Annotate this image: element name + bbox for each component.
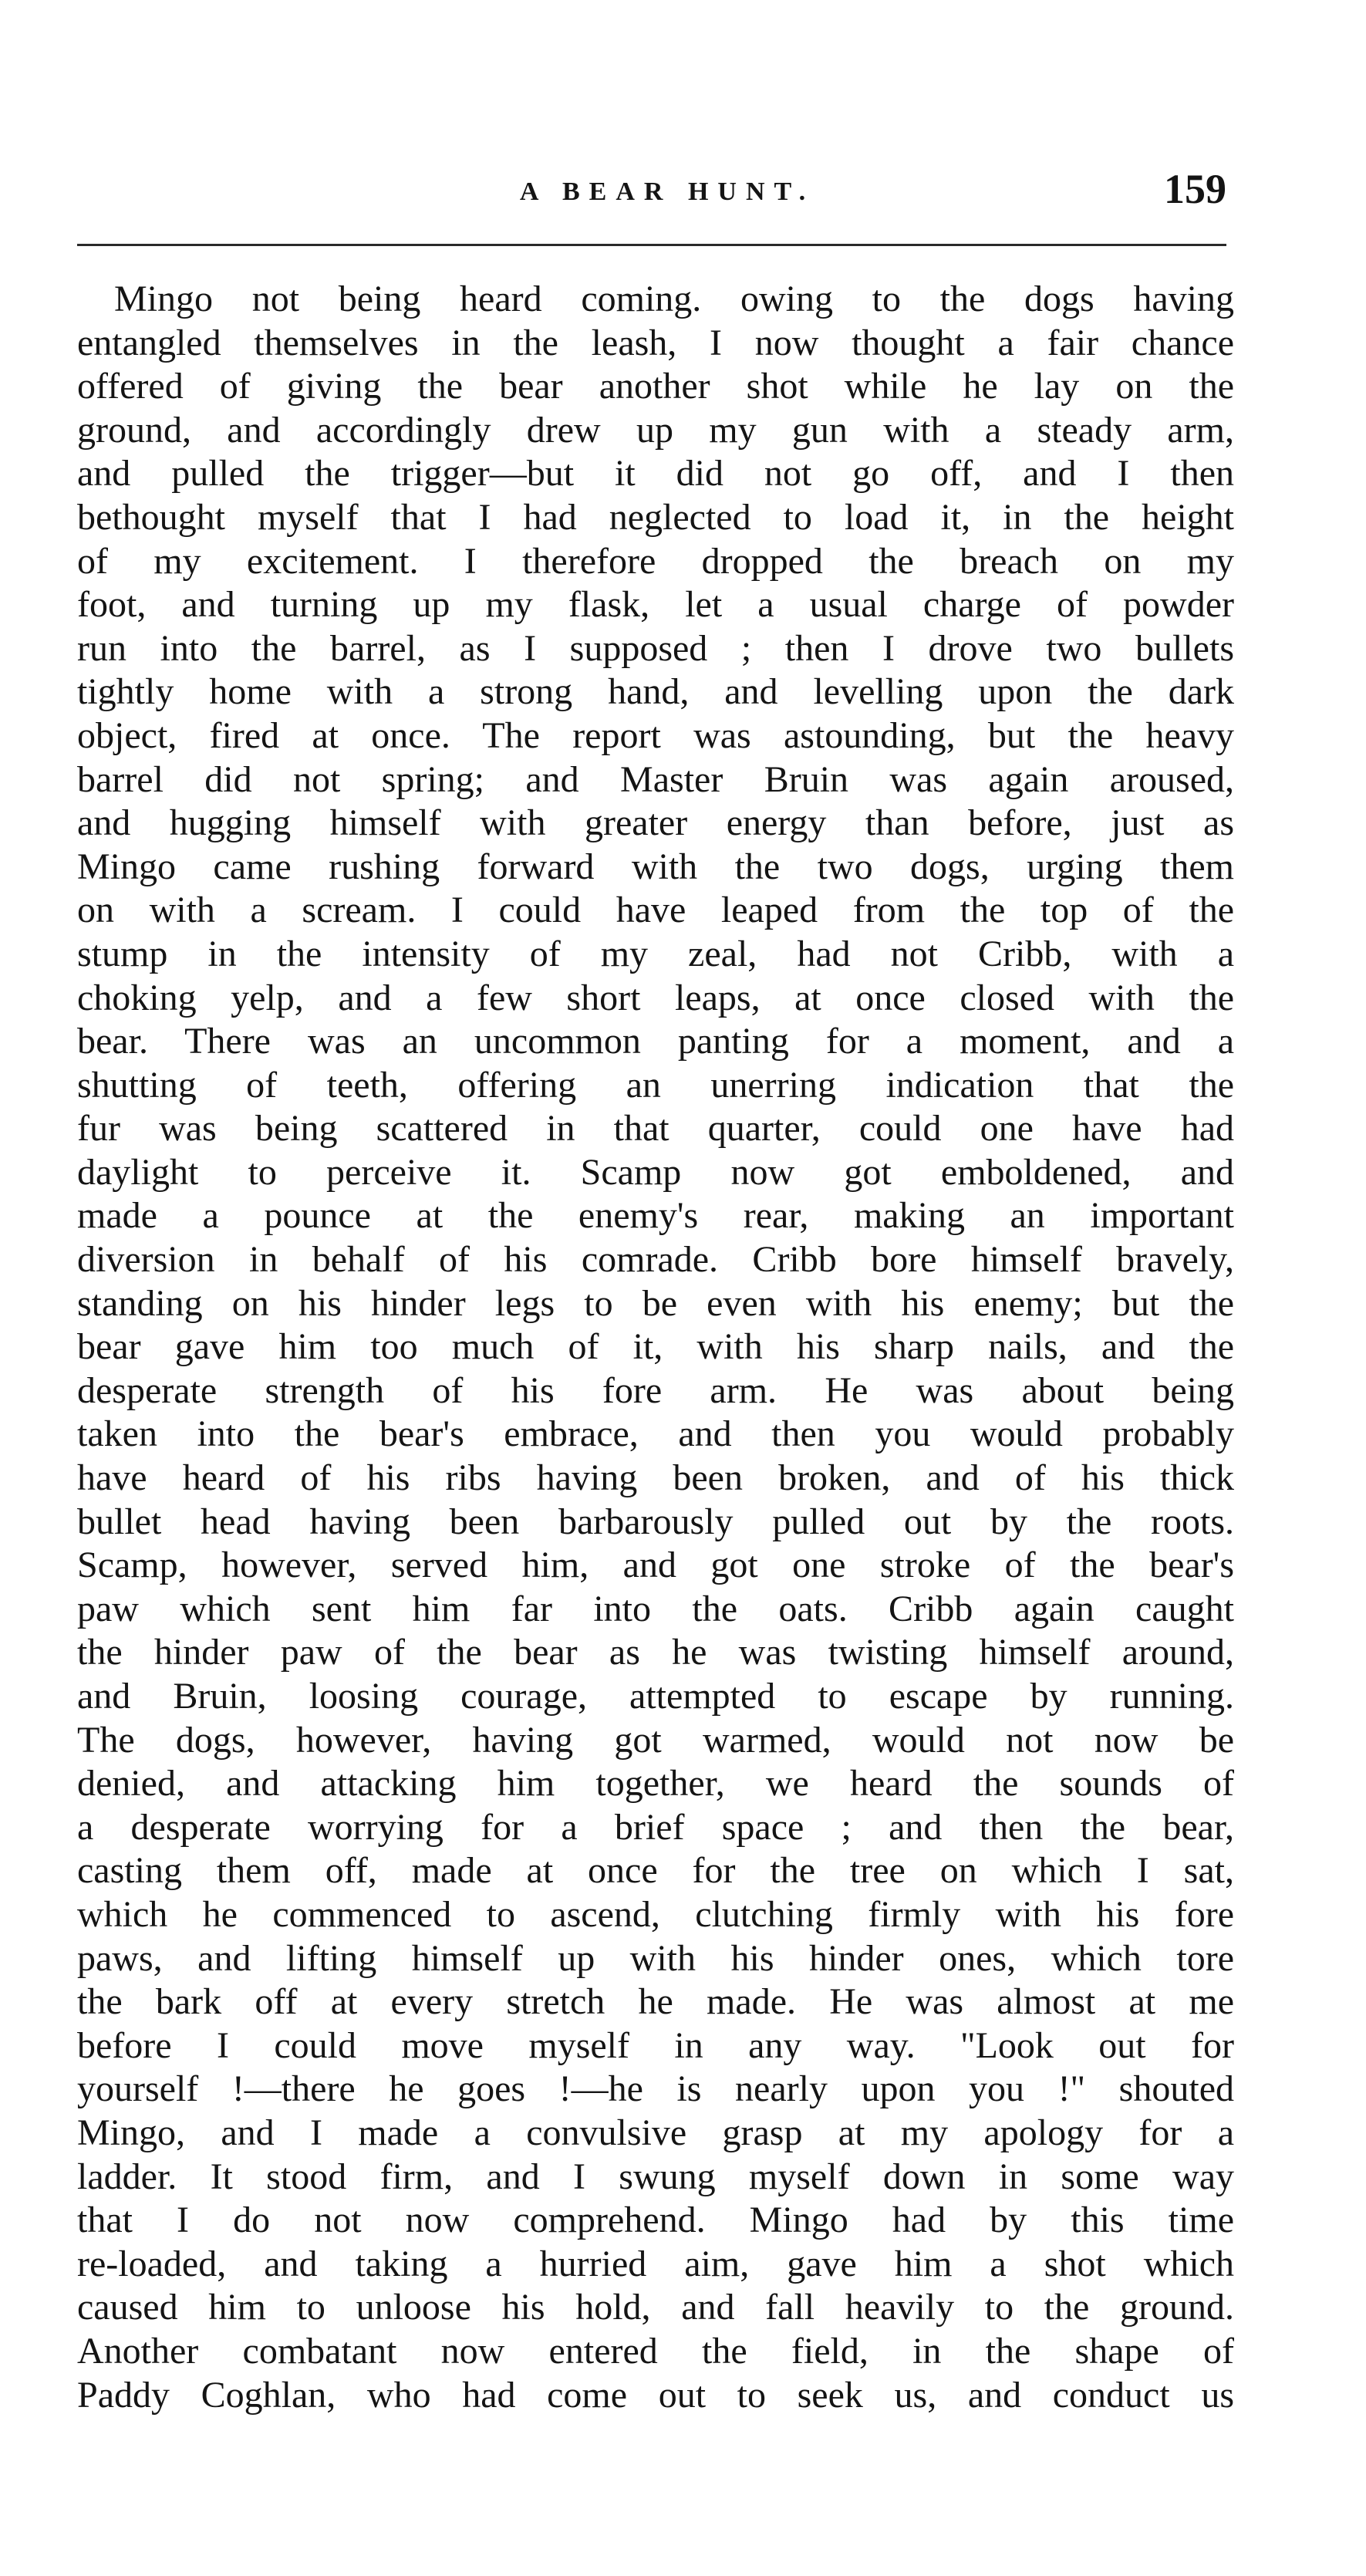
text-line: standing on his hinder legs to be even with his enemy; but the: [77, 1282, 1234, 1324]
text-line: bear. There was an uncommon panting for a moment, and a: [77, 1021, 1234, 1062]
text-line: paw which sent him far into the oats. Cribb again caught: [77, 1588, 1234, 1629]
text-line: Scamp, however, served him, and got one stroke of the bear's: [77, 1545, 1234, 1586]
text-line: Mingo not being heard coming. owing to the dogs having: [114, 279, 1234, 319]
text-line: have heard of his ribs having been broken, and of his thick: [77, 1457, 1234, 1499]
text-line: run into the barrel, as I supposed ; then I drove two bullets: [77, 627, 1234, 669]
text-line: stump in the intensity of my zeal, had not Cribb, with a: [77, 933, 1234, 974]
text-line: and Bruin, loosing courage, attempted to escape by running.: [77, 1676, 1234, 1717]
text-line: and hugging himself with greater energy than before, just as: [77, 802, 1234, 844]
text-line: and pulled the trigger—but it did not go off, and I then: [77, 453, 1234, 495]
text-line: desperate strength of his fore arm. He was about being: [77, 1369, 1234, 1411]
header-rule: [77, 244, 1226, 246]
text-line: casting them off, made at once for the tree on which I sat,: [77, 1850, 1234, 1892]
text-line: the bark off at every stretch he made. He was almost at me: [77, 1981, 1234, 2023]
text-line: choking yelp, and a few short leaps, at once closed with the: [77, 977, 1234, 1018]
page-number: 159: [1164, 166, 1226, 212]
text-line: entangled themselves in the leash, I now thought a fair chance: [77, 322, 1234, 363]
running-header: [77, 160, 1257, 214]
text-line: bullet head having been barbarously pulled out by the roots.: [77, 1501, 1234, 1542]
text-line: Another combatant now entered the field, in the shape of: [77, 2330, 1234, 2372]
text-line: foot, and turning up my flask, let a usual charge of powder: [77, 584, 1234, 626]
text-line: paws, and lifting himself up with his hinder ones, which tore: [77, 1937, 1234, 1979]
text-line: offered of giving the bear another shot while he lay on the: [77, 366, 1234, 407]
text-line: that I do not now comprehend. Mingo had by this time: [77, 2200, 1234, 2241]
text-line: fur was being scattered in that quarter, could one have had: [77, 1108, 1234, 1150]
text-line: bethought myself that I had neglected to load it, in the height: [77, 496, 1234, 538]
text-line: ground, and accordingly drew up my gun with a steady arm,: [77, 409, 1234, 451]
text-line: taken into the bear's embrace, and then you would probably: [77, 1413, 1234, 1455]
text-line: Mingo came rushing forward with the two dogs, urging them: [77, 846, 1234, 887]
text-line: yourself !—there he goes !—he is nearly upon you !" shouted: [77, 2068, 1234, 2110]
text-line: tightly home with a strong hand, and levelling upon the dark: [77, 671, 1234, 713]
text-line: Paddy Coghlan, who had come out to seek us, and conduct us: [77, 2374, 1234, 2416]
text-line: ladder. It stood firm, and I swung myself down in some way: [77, 2156, 1234, 2197]
text-line: on with a scream. I could have leaped from the top of the: [77, 890, 1234, 931]
text-line: made a pounce at the enemy's rear, making an important: [77, 1195, 1234, 1237]
running-title: A BEAR HUNT.: [519, 177, 815, 206]
text-line: barrel did not spring; and Master Bruin was again aroused,: [77, 758, 1234, 800]
text-line: object, fired at once. The report was astounding, but the heavy: [77, 714, 1234, 756]
text-line: diversion in behalf of his comrade. Cribb bore himself bravely,: [77, 1239, 1234, 1281]
text-line: shutting of teeth, offering an unerring indication that the: [77, 1064, 1234, 1106]
text-line: the hinder paw of the bear as he was twisting himself around,: [77, 1632, 1234, 1673]
text-line: caused him to unloose his hold, and fall heavily to the ground.: [77, 2287, 1234, 2328]
text-line: denied, and attacking him together, we heard the sounds of: [77, 1763, 1234, 1805]
text-line: daylight to perceive it. Scamp now got emboldened, and: [77, 1151, 1234, 1193]
text-line: Mingo, and I made a convulsive grasp at my apology for a: [77, 2112, 1234, 2153]
text-line: of my excitement. I therefore dropped the breach on my: [77, 540, 1234, 582]
text-line: which he commenced to ascend, clutching firmly with his fore: [77, 1893, 1234, 1935]
text-line: re-loaded, and taking a hurried aim, gave him a shot which: [77, 2243, 1234, 2284]
text-line: The dogs, however, having got warmed, would not now be: [77, 1719, 1234, 1761]
text-line: a desperate worrying for a brief space ; and then the bear,: [77, 1806, 1234, 1848]
text-line: before I could move myself in any way. "Look out for: [77, 2024, 1234, 2066]
body-text: [77, 278, 1234, 2417]
text-line: bear gave him too much of it, with his sharp nails, and the: [77, 1326, 1234, 1368]
